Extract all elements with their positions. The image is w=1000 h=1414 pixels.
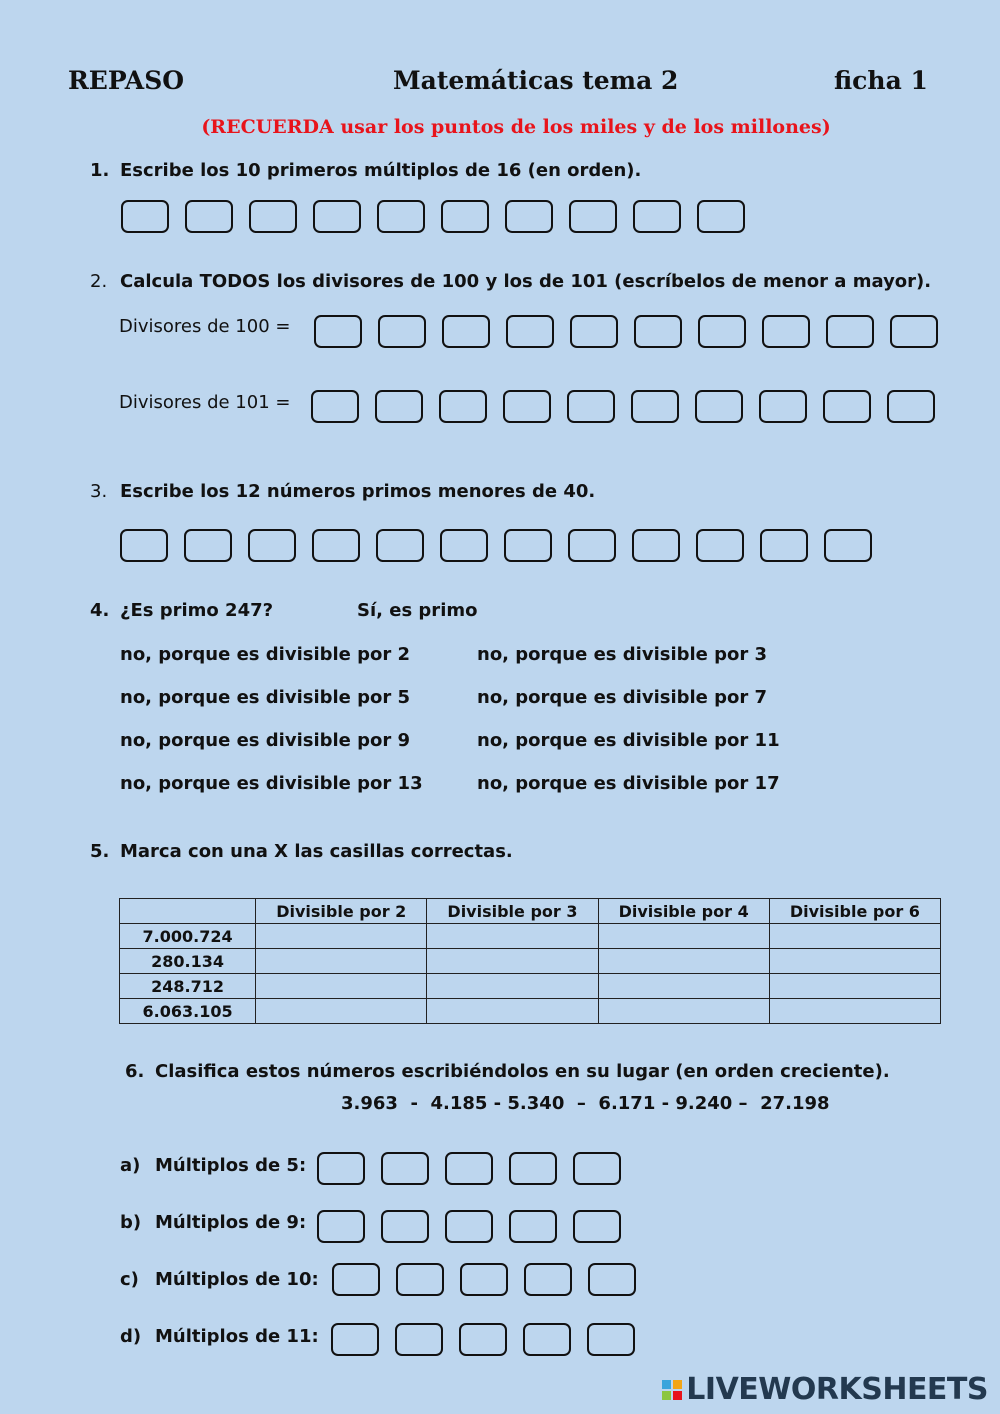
question-2-number: 2. [90,271,108,292]
question-2-text: Calcula TODOS los divisores de 100 y los de 101 (escríbelos de menor a mayor). [120,271,932,292]
divisor-101-box[interactable] [823,390,871,423]
divisor-101-box[interactable] [567,390,615,423]
multiples-10-box[interactable] [396,1263,444,1296]
reminder-note: (RECUERDA usar los puntos de los miles y de los millones) [201,116,831,138]
divisor-100-box[interactable] [762,315,810,348]
divisor-100-box[interactable] [442,315,490,348]
question-1-text: Escribe los 10 primeros múltiplos de 16 (en orden). [120,160,642,181]
check-cell[interactable] [427,999,598,1024]
header-right: ficha 1 [834,66,928,95]
option-divisible-5[interactable]: no, porque es divisible por 5 [120,687,411,708]
column-header: Divisible por 6 [769,899,940,924]
multiples-11-box[interactable] [331,1323,379,1356]
question-6 [125,1061,890,1082]
prime-box[interactable] [120,529,168,562]
multiples-10-row [332,1263,652,1296]
prime-box[interactable] [568,529,616,562]
q1-answer-row [121,200,761,233]
option-divisible-11[interactable]: no, porque es divisible por 11 [477,730,780,751]
divisor-101-box[interactable] [759,390,807,423]
divisor-101-box[interactable] [311,390,359,423]
numbers-to-classify: 3.963 - 4.185 - 5.340 – 6.171 - 9.240 – 27.198 [341,1093,830,1114]
check-cell[interactable] [256,999,427,1024]
prime-box[interactable] [504,529,552,562]
divisor-100-box[interactable] [378,315,426,348]
divisor-101-box[interactable] [503,390,551,423]
multiples-9-box[interactable] [381,1210,429,1243]
prime-box[interactable] [184,529,232,562]
label-multiples-11-text: Múltiplos de 11: [155,1326,319,1347]
question-3-number: 3. [90,481,108,502]
q3-answer-row [120,529,872,562]
question-3 [90,481,595,502]
question-5-number: 5. [90,841,110,862]
q1-answer-box[interactable] [633,200,681,233]
prime-box[interactable] [440,529,488,562]
prime-box[interactable] [824,529,872,562]
table-header-row [120,899,941,924]
q1-answer-box[interactable] [121,200,169,233]
divisor-100-box[interactable] [698,315,746,348]
q1-answer-box[interactable] [313,200,361,233]
multiples-10-box[interactable] [460,1263,508,1296]
label-multiples-5-text: Múltiplos de 5: [155,1155,307,1176]
option-divisible-3[interactable]: no, porque es divisible por 3 [477,644,768,665]
prime-box[interactable] [696,529,744,562]
multiples-11-box[interactable] [395,1323,443,1356]
multiples-10-box[interactable] [524,1263,572,1296]
divisors-100-label: Divisores de 100 = [119,316,291,337]
table-row [120,924,941,949]
label-multiples-10 [120,1269,319,1290]
letter-c: c) [120,1269,139,1290]
question-4-text: ¿Es primo 247? [120,600,274,621]
multiples-10-box[interactable] [588,1263,636,1296]
header-title: Matemáticas tema 2 [393,66,679,95]
label-multiples-11 [120,1326,319,1347]
prime-box[interactable] [632,529,680,562]
table-corner [120,899,256,924]
divisor-101-box[interactable] [439,390,487,423]
prime-box[interactable] [376,529,424,562]
divisors-101-row [311,390,935,423]
multiples-5-box[interactable] [381,1152,429,1185]
question-4-number: 4. [90,600,110,621]
multiples-5-box[interactable] [317,1152,365,1185]
divisors-100-row [314,315,938,348]
logo-text: LIVEWORKSHEETS [686,1372,988,1407]
table-row [120,999,941,1024]
question-6-text: Clasifica estos números escribiéndolos en su lugar (en orden creciente). [155,1061,890,1082]
logo-icon [662,1380,682,1400]
multiples-5-row [317,1152,637,1185]
prime-box[interactable] [312,529,360,562]
letter-d: d) [120,1326,142,1347]
divisor-100-box[interactable] [570,315,618,348]
check-cell[interactable] [427,974,598,999]
table-row [120,974,941,999]
prime-box[interactable] [248,529,296,562]
letter-a: a) [120,1155,141,1176]
row-number: 6.063.105 [120,999,256,1024]
option-divisible-2[interactable]: no, porque es divisible por 2 [120,644,411,665]
divisibility-table [119,898,941,1024]
question-1-number: 1. [90,160,110,181]
prime-box[interactable] [760,529,808,562]
label-multiples-5 [120,1155,306,1176]
option-yes-prime[interactable]: Sí, es primo [357,600,478,621]
multiples-5-box[interactable] [445,1152,493,1185]
option-divisible-17[interactable]: no, porque es divisible por 17 [477,773,780,794]
check-cell[interactable] [769,949,940,974]
check-cell[interactable] [256,924,427,949]
check-cell[interactable] [256,949,427,974]
divisors-101-label: Divisores de 101 = [119,392,291,413]
q1-answer-box[interactable] [377,200,425,233]
q1-answer-box[interactable] [505,200,553,233]
column-header: Divisible por 4 [598,899,769,924]
check-cell[interactable] [769,974,940,999]
question-1 [90,160,641,181]
q1-answer-box[interactable] [441,200,489,233]
label-multiples-9 [120,1212,306,1233]
check-cell[interactable] [769,924,940,949]
multiples-5-box[interactable] [573,1152,621,1185]
multiples-11-row [331,1323,651,1356]
multiples-5-box[interactable] [509,1152,557,1185]
multiples-9-box[interactable] [445,1210,493,1243]
multiples-10-box[interactable] [332,1263,380,1296]
option-divisible-7[interactable]: no, porque es divisible por 7 [477,687,768,708]
check-cell[interactable] [256,974,427,999]
option-divisible-13[interactable]: no, porque es divisible por 13 [120,773,423,794]
row-number: 248.712 [120,974,256,999]
column-header: Divisible por 2 [256,899,427,924]
check-cell[interactable] [427,924,598,949]
divisor-100-box[interactable] [890,315,938,348]
divisor-101-box[interactable] [887,390,935,423]
letter-b: b) [120,1212,142,1233]
multiples-9-box[interactable] [509,1210,557,1243]
label-multiples-10-text: Múltiplos de 10: [155,1269,319,1290]
check-cell[interactable] [769,999,940,1024]
question-2 [90,271,931,292]
q1-answer-box[interactable] [185,200,233,233]
label-multiples-9-text: Múltiplos de 9: [155,1212,307,1233]
multiples-9-box[interactable] [573,1210,621,1243]
divisor-101-box[interactable] [375,390,423,423]
multiples-11-box[interactable] [523,1323,571,1356]
question-3-text: Escribe los 12 números primos menores de 40. [120,481,596,502]
divisor-100-box[interactable] [314,315,362,348]
q1-answer-box[interactable] [249,200,297,233]
question-5 [90,841,513,862]
check-cell[interactable] [598,974,769,999]
divisor-100-box[interactable] [634,315,682,348]
question-4 [90,600,273,621]
q1-answer-box[interactable] [697,200,745,233]
column-header: Divisible por 3 [427,899,598,924]
multiples-11-box[interactable] [459,1323,507,1356]
check-cell[interactable] [598,924,769,949]
check-cell[interactable] [598,999,769,1024]
check-cell[interactable] [427,949,598,974]
option-divisible-9[interactable]: no, porque es divisible por 9 [120,730,411,751]
multiples-9-row [317,1210,637,1243]
header-left: REPASO [68,66,185,95]
question-6-number: 6. [125,1061,145,1082]
table-row [120,949,941,974]
divisor-100-box[interactable] [506,315,554,348]
divisor-101-box[interactable] [695,390,743,423]
row-number: 7.000.724 [120,924,256,949]
divisor-101-box[interactable] [631,390,679,423]
q1-answer-box[interactable] [569,200,617,233]
divisor-100-box[interactable] [826,315,874,348]
question-5-text: Marca con una X las casillas correctas. [120,841,513,862]
liveworksheets-logo [662,1372,988,1407]
row-number: 280.134 [120,949,256,974]
check-cell[interactable] [598,949,769,974]
multiples-11-box[interactable] [587,1323,635,1356]
multiples-9-box[interactable] [317,1210,365,1243]
